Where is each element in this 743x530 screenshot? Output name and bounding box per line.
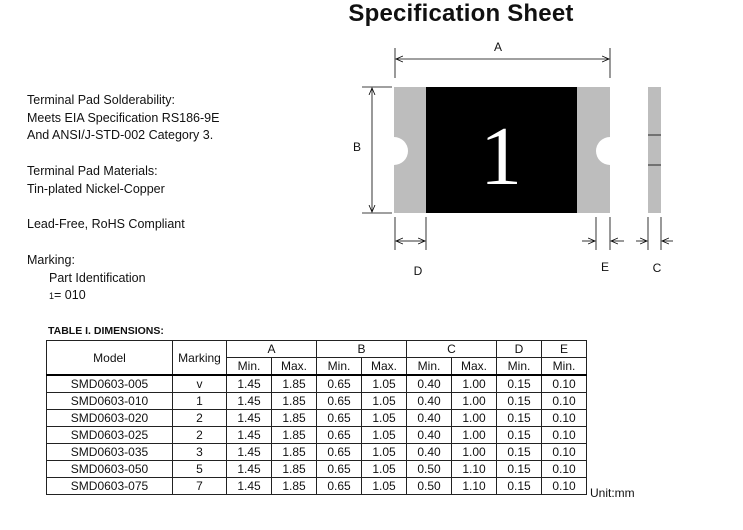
table-row [47, 427, 587, 444]
cell-a-max: 1.85 [272, 375, 317, 393]
right-notch [596, 137, 624, 165]
header-a-min: Min. [227, 358, 272, 376]
cell-e-min: 0.10 [542, 393, 587, 410]
cell-b-min: 0.65 [317, 410, 362, 427]
cell-marking: 3 [173, 444, 227, 461]
header-c-min: Min. [407, 358, 452, 376]
cell-c-min: 0.50 [407, 478, 452, 495]
cell-c-max: 1.10 [452, 461, 497, 478]
cell-b-max: 1.05 [362, 461, 407, 478]
side-view [648, 87, 661, 213]
header-group-e: E [542, 341, 587, 358]
cell-model: SMD0603-005 [47, 375, 173, 393]
cell-c-min: 0.40 [407, 427, 452, 444]
header-e-min: Min. [542, 358, 587, 376]
header-d-min: Min. [497, 358, 542, 376]
cell-c-min: 0.40 [407, 393, 452, 410]
cell-b-max: 1.05 [362, 410, 407, 427]
cell-marking: 1 [173, 393, 227, 410]
dim-c-label: C [652, 261, 662, 275]
cell-a-min: 1.45 [227, 478, 272, 495]
cell-b-min: 0.65 [317, 461, 362, 478]
header-group-a: A [227, 341, 317, 358]
cell-b-max: 1.05 [362, 478, 407, 495]
left-notch [380, 137, 408, 165]
dimensions-table [46, 340, 587, 495]
table-row [47, 410, 587, 427]
cell-a-min: 1.45 [227, 427, 272, 444]
cell-model: SMD0603-010 [47, 393, 173, 410]
leadfree-text: Lead-Free, RoHS Compliant [27, 217, 185, 231]
cell-a-max: 1.85 [272, 444, 317, 461]
cell-b-min: 0.65 [317, 427, 362, 444]
cell-d-min: 0.15 [497, 375, 542, 393]
cell-d-min: 0.15 [497, 461, 542, 478]
cell-a-max: 1.85 [272, 410, 317, 427]
cell-b-max: 1.05 [362, 375, 407, 393]
cell-c-min: 0.40 [407, 444, 452, 461]
cell-e-min: 0.10 [542, 478, 587, 495]
cell-c-min: 0.40 [407, 375, 452, 393]
table-title: TABLE I. DIMENSIONS: [48, 325, 164, 337]
cell-a-max: 1.85 [272, 478, 317, 495]
cell-model: SMD0603-050 [47, 461, 173, 478]
header-a-max: Max. [272, 358, 317, 376]
cell-d-min: 0.15 [497, 393, 542, 410]
cell-d-min: 0.15 [497, 427, 542, 444]
marking-code-symbol: 1 [49, 291, 55, 301]
cell-model: SMD0603-020 [47, 410, 173, 427]
cell-c-min: 0.40 [407, 410, 452, 427]
cell-marking: v [173, 375, 227, 393]
cell-e-min: 0.10 [542, 410, 587, 427]
header-group-c: C [407, 341, 497, 358]
cell-b-max: 1.05 [362, 444, 407, 461]
cell-e-min: 0.10 [542, 461, 587, 478]
solderability-spec: Meets EIA Specification RS186-9E [27, 110, 220, 125]
cell-a-min: 1.45 [227, 410, 272, 427]
cell-a-min: 1.45 [227, 461, 272, 478]
cell-e-min: 0.10 [542, 444, 587, 461]
cell-c-min: 0.50 [407, 461, 452, 478]
cell-a-max: 1.85 [272, 461, 317, 478]
cell-c-max: 1.00 [452, 427, 497, 444]
dim-a-label: A [493, 40, 503, 54]
table-row [47, 393, 587, 410]
header-b-min: Min. [317, 358, 362, 376]
cell-b-max: 1.05 [362, 427, 407, 444]
cell-model: SMD0603-035 [47, 444, 173, 461]
table-row [47, 461, 587, 478]
cell-a-min: 1.45 [227, 393, 272, 410]
header-model: Model [47, 341, 173, 376]
dim-e-label: E [600, 260, 610, 274]
cell-e-min: 0.10 [542, 375, 587, 393]
header-c-max: Max. [452, 358, 497, 376]
table-row [47, 444, 587, 461]
dim-d-label: D [413, 264, 423, 278]
cell-marking: 7 [173, 478, 227, 495]
marking-digit: 1 [480, 110, 522, 203]
cell-d-min: 0.15 [497, 410, 542, 427]
materials-value: Tin-plated Nickel-Copper [27, 181, 165, 196]
materials-heading: Terminal Pad Materials: [27, 164, 158, 178]
cell-marking: 5 [173, 461, 227, 478]
cell-b-min: 0.65 [317, 393, 362, 410]
cell-marking: 2 [173, 427, 227, 444]
cell-model: SMD0603-075 [47, 478, 173, 495]
cell-c-max: 1.00 [452, 393, 497, 410]
cell-c-max: 1.00 [452, 375, 497, 393]
header-marking: Marking [173, 341, 227, 376]
dim-b-label: B [352, 140, 362, 154]
unit-label: Unit:mm [590, 486, 635, 500]
cell-b-min: 0.65 [317, 375, 362, 393]
cell-b-max: 1.05 [362, 393, 407, 410]
header-group-b: B [317, 341, 407, 358]
marking-heading: Marking: [27, 253, 75, 267]
cell-d-min: 0.15 [497, 478, 542, 495]
page-title: Specification Sheet [348, 0, 574, 27]
cell-b-min: 0.65 [317, 478, 362, 495]
header-b-max: Max. [362, 358, 407, 376]
marking-code-value: = 010 [54, 288, 86, 302]
cell-c-max: 1.00 [452, 444, 497, 461]
part-identification: Part Identification [49, 270, 146, 285]
cell-marking: 2 [173, 410, 227, 427]
solderability-heading: Terminal Pad Solderability: [27, 93, 175, 107]
cell-e-min: 0.10 [542, 427, 587, 444]
table-row [47, 375, 587, 393]
cell-b-min: 0.65 [317, 444, 362, 461]
cell-a-max: 1.85 [272, 393, 317, 410]
cell-model: SMD0603-025 [47, 427, 173, 444]
header-group-d: D [497, 341, 542, 358]
cell-c-max: 1.00 [452, 410, 497, 427]
cell-a-max: 1.85 [272, 427, 317, 444]
solderability-category: And ANSI/J-STD-002 Category 3. [27, 128, 214, 142]
cell-a-min: 1.45 [227, 375, 272, 393]
cell-c-max: 1.10 [452, 478, 497, 495]
cell-a-min: 1.45 [227, 444, 272, 461]
cell-d-min: 0.15 [497, 444, 542, 461]
table-row [47, 478, 587, 495]
